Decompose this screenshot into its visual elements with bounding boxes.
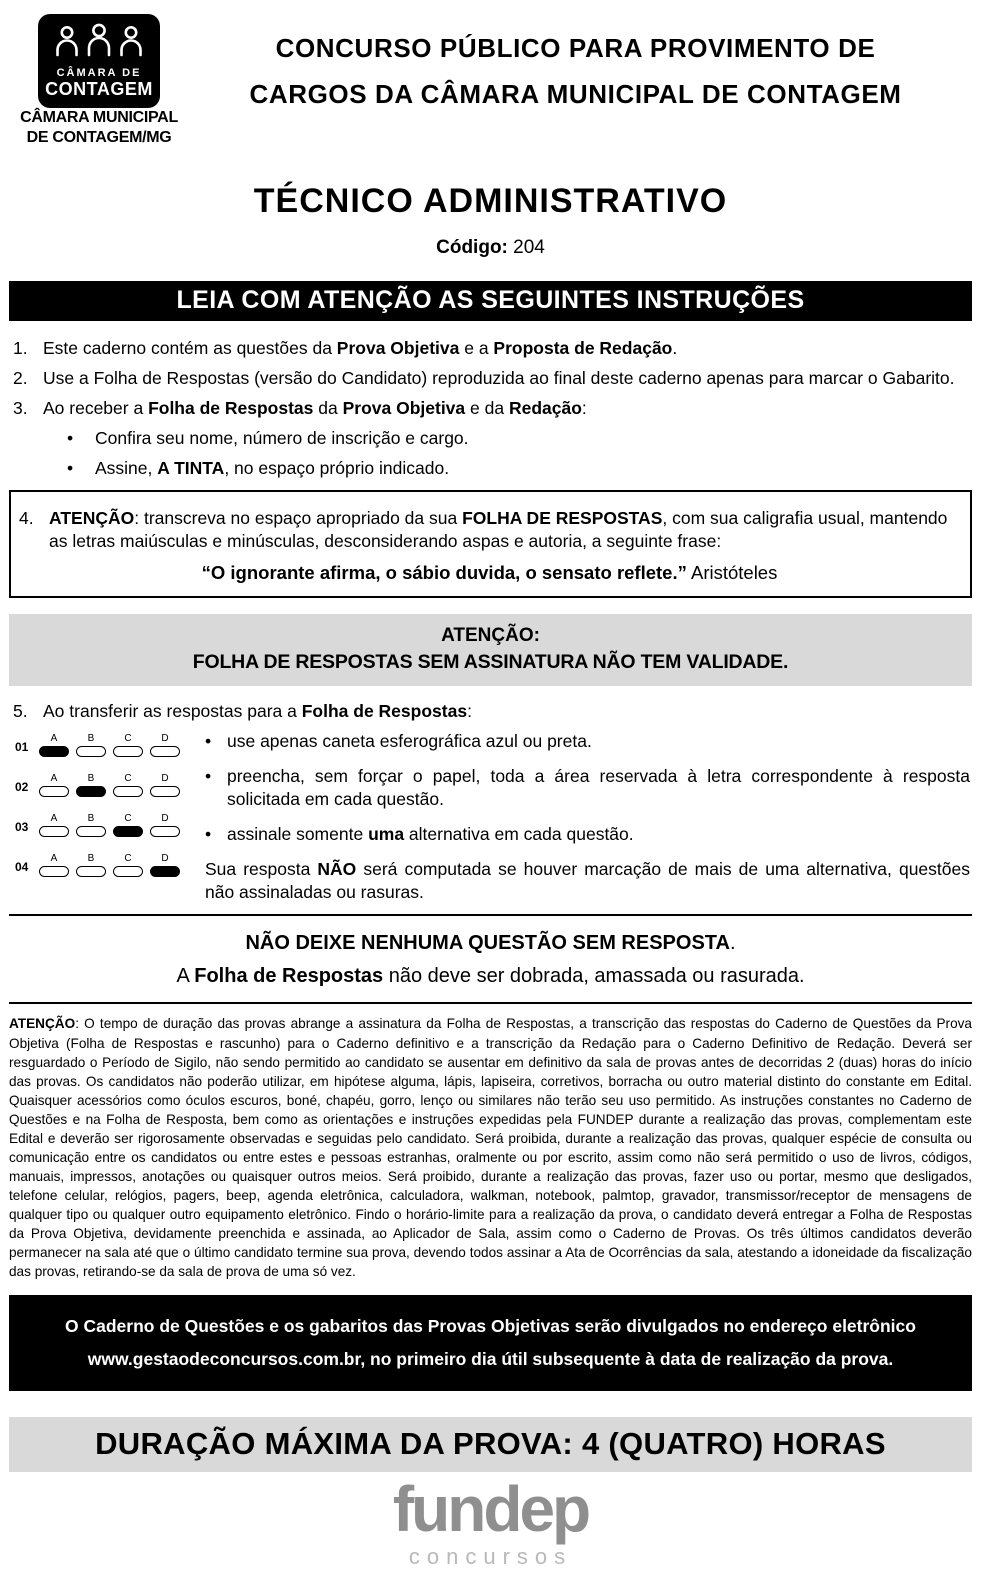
instruction-item-3 [13,397,972,420]
fundep-concursos-label: concursos [408,1543,573,1569]
answer-bubble-filled [39,746,69,757]
attention-box [9,614,972,686]
sheet-care-note: A Folha de Respostas não deve ser dobrada, amassada ou rasurada. [176,965,805,988]
answer-grid-row [15,734,205,757]
question-number: 04 [15,860,29,875]
instruction-item-5 [13,700,972,723]
item-number: 3. [13,397,28,418]
option-letter: B [87,852,95,864]
instructions-banner: LEIA COM ATENÇÃO AS SEGUINTES INSTRUÇÕES [9,281,972,321]
answer-bubble [39,786,69,797]
option-letter: D [161,812,169,824]
item-text: Ao transferir as respostas para a Folha de Respostas: [43,700,472,721]
question-number: 02 [15,780,29,795]
position-title: TÉCNICO ADMINISTRATIVO [253,181,728,220]
item-number: 5. [13,700,28,721]
answer-bubble [76,826,106,837]
option-letter: C [124,772,132,784]
results-info-box [9,1295,972,1392]
answer-grid-row [15,814,205,837]
item-text: ATENÇÃO: transcreva no espaço apropriado da sua FOLHA DE RESPOSTAS, com sua caligrafia usual, mantendo as letras maiúsculas e minúsculas, desconsiderando aspas e autoria, a seguinte frase: [49,508,948,552]
contest-title-line1: CONCURSO PÚBLICO PARA PROVIMENTO DE [275,33,876,63]
bullet-text: Confira seu nome, número de inscrição e cargo. [95,428,469,449]
divider [9,1002,972,1004]
exam-code: Código: 204 [436,236,545,258]
results-info-line1: O Caderno de Questões e os gabaritos das Provas Objetivas serão divulgados no endereço eletrônico [65,1315,916,1336]
logo-caption-line2: DE CONTAGEM/MG [26,128,172,146]
instructions-list [9,337,972,480]
item-text: Ao receber a Folha de Respostas da Prova Objetiva e da Redação: [43,397,587,418]
people-icon [51,47,147,64]
option-letter: A [50,812,58,824]
instruction-item-1 [13,337,972,360]
option-letter: A [50,732,58,744]
transfer-bullet-2 [205,765,972,811]
answer-bubble [150,786,180,797]
answer-bubble-filled [113,826,143,837]
transfer-section [9,700,972,905]
option-letter: A [50,852,58,864]
answer-bubble-filled [76,786,106,797]
header [9,14,972,148]
center-notes [9,932,972,988]
answer-bubble [113,746,143,757]
transfer-bullet-3 [205,823,972,846]
item-text: Este caderno contém as questões da Prova Objetiva e a Proposta de Redação. [43,337,678,358]
answer-bubble [76,866,106,877]
option-letter: C [124,732,132,744]
option-letter: B [87,812,95,824]
logo-badge-line1: CÂMARA DE [56,67,142,79]
item-text: Use a Folha de Respostas (versão do Candidato) reproduzida ao final deste caderno apenas para marcar o Gabarito. [43,367,955,388]
option-letter: A [50,772,58,784]
logo-caption-line1: CÂMARA MUNICIPAL [20,109,178,126]
logo-badge-line2: CONTAGEM [45,79,153,99]
fine-print-paragraph: ATENÇÃO: O tempo de duração das provas abrange a assinatura da Folha de Respostas, a transcrição das respostas do Caderno de Questões da Prova Objetiva (Folha de Respostas e rascunho) para o Caderno definitivo e a transcrição da Redação para o Caderno Definitivo de Redação. Deverá ser resguardado o Período de Sigilo, não sendo permitido ao candidato se ausentar em definitivo da sala de provas antes de decorridas 2 (duas) horas do início das provas. Os candidatos não poderão utilizar, em hipótese alguma, lápis, lapiseira, corretivos, borracha ou outro material distinto do constante em Edital. Quaisquer acessórios como óculos escuros, boné, chapéu, gorro, lenço ou similares não terão seu uso permitido. As instruções constantes no Caderno de Questões e na Folha de Resposta, bem como as orientações e instruções expedidas pela FUNDEP durante a realização das provas, complementam este Edital e deverão ser rigorosamente observadas e seguidas pelo candidato. Será proibida, durante a realização das provas, qualquer espécie de consulta ou comunicação entre os candidatos ou entre estes e pessoas estranhas, oralmente ou por escrito, assim como não será permitido o uso de livros, códigos, manuais, impressos, anotações ou quaisquer outros meios. Será proibido, durante a realização das provas, fazer uso ou portar, mesmo que desligados, telefone celular, relógios, pagers, beep, agenda eletrônica, calculadora, walkman, notebook, palmtop, gravador, transmissor/receptor de mensagens de qualquer tipo ou qualquer outro equipamento eletrônico. Findo o horário-limite para a realização da prova, o candidato deverá entregar a Folha de Respostas da Prova Objetiva, devidamente preenchida e assinada, ao Aplicador de Sala, assim como o Caderno de Provas. Os três últimos candidatos deverão permanecer na sala até que o último candidato termine sua prova, devendo todos assinar a Ata de Ocorrências da sala, atestando a idoneidade da fiscalização das provas, retirando-se da sala de prova de uma só vez. [9,1016,972,1279]
attention-box-title: ATENÇÃO: [441,624,540,646]
option-letter: B [87,732,95,744]
bullet-text: use apenas caneta esferográfica azul ou preta. [227,730,592,751]
answer-bubble [113,866,143,877]
option-letter: C [124,812,132,824]
option-letter: D [161,732,169,744]
instruction-item-2 [13,367,972,390]
divider [9,914,972,916]
answer-bubble-filled [150,866,180,877]
answer-bubble [113,786,143,797]
duration-bar: DURAÇÃO MÁXIMA DA PROVA: 4 (QUATRO) HORAS [9,1417,972,1472]
instruction-item-3-bullet-2 [67,457,972,480]
answer-bubble [150,826,180,837]
no-blank-answers-note: NÃO DEIXE NENHUMA QUESTÃO SEM RESPOSTA. [245,932,736,955]
bullet-marker: • [205,730,212,751]
answer-bubble [150,746,180,757]
bullet-text: assinale somente uma alternativa em cada questão. [227,824,634,845]
option-letter: C [124,852,132,864]
bullet-marker: • [67,428,74,449]
results-info-line2: www.gestaodeconcursos.com.br, no primeiro dia útil subsequente à data de realização da prova. [87,1349,894,1370]
instruction-item-4 [19,507,960,553]
answer-bubble [39,866,69,877]
option-letter: B [87,772,95,784]
transfer-bullet-1 [205,730,972,753]
answer-bubble [39,826,69,837]
answer-bubble [76,746,106,757]
answer-grid-row [15,774,205,797]
contest-title [179,14,972,117]
bullet-marker: • [205,766,212,786]
item-number: 4. [19,508,34,529]
transfer-note: Sua resposta NÃO será computada se houver marcação de mais de uma alternativa, questões não assinaladas ou rasuras. [205,859,970,903]
bullet-text: Assine, A TINTA, no espaço próprio indicado. [95,458,450,479]
answer-grid [9,730,205,905]
attention-box-text: FOLHA DE RESPOSTAS SEM ASSINATURA NÃO TEM VALIDADE. [192,650,789,673]
logo-badge [38,14,160,108]
answer-grid-row [15,854,205,877]
option-letter: D [161,772,169,784]
contest-title-line2: CARGOS DA CÂMARA MUNICIPAL DE CONTAGEM [249,78,902,109]
question-number: 01 [15,740,29,755]
footer [9,1473,972,1569]
bullet-marker: • [67,458,74,479]
instruction-item-3-bullet-1 [67,427,972,450]
item-number: 1. [13,337,28,358]
bullet-text: preencha, sem forçar o papel, toda a área reservada à letra correspondente à resposta solicitada em cada questão. [227,766,970,810]
transfer-grid-area [9,730,972,905]
bullet-marker: • [205,824,212,845]
option-letter: D [161,852,169,864]
transcription-box [9,490,972,598]
item-number: 2. [13,367,28,388]
camara-contagem-logo [9,14,179,148]
question-number: 03 [15,820,29,835]
transfer-bullets [205,730,972,905]
fundep-logo: fundep [392,1473,589,1546]
transcription-quote: “O ignorante afirma, o sábio duvida, o sensato reflete.” Aristóteles [201,562,778,584]
